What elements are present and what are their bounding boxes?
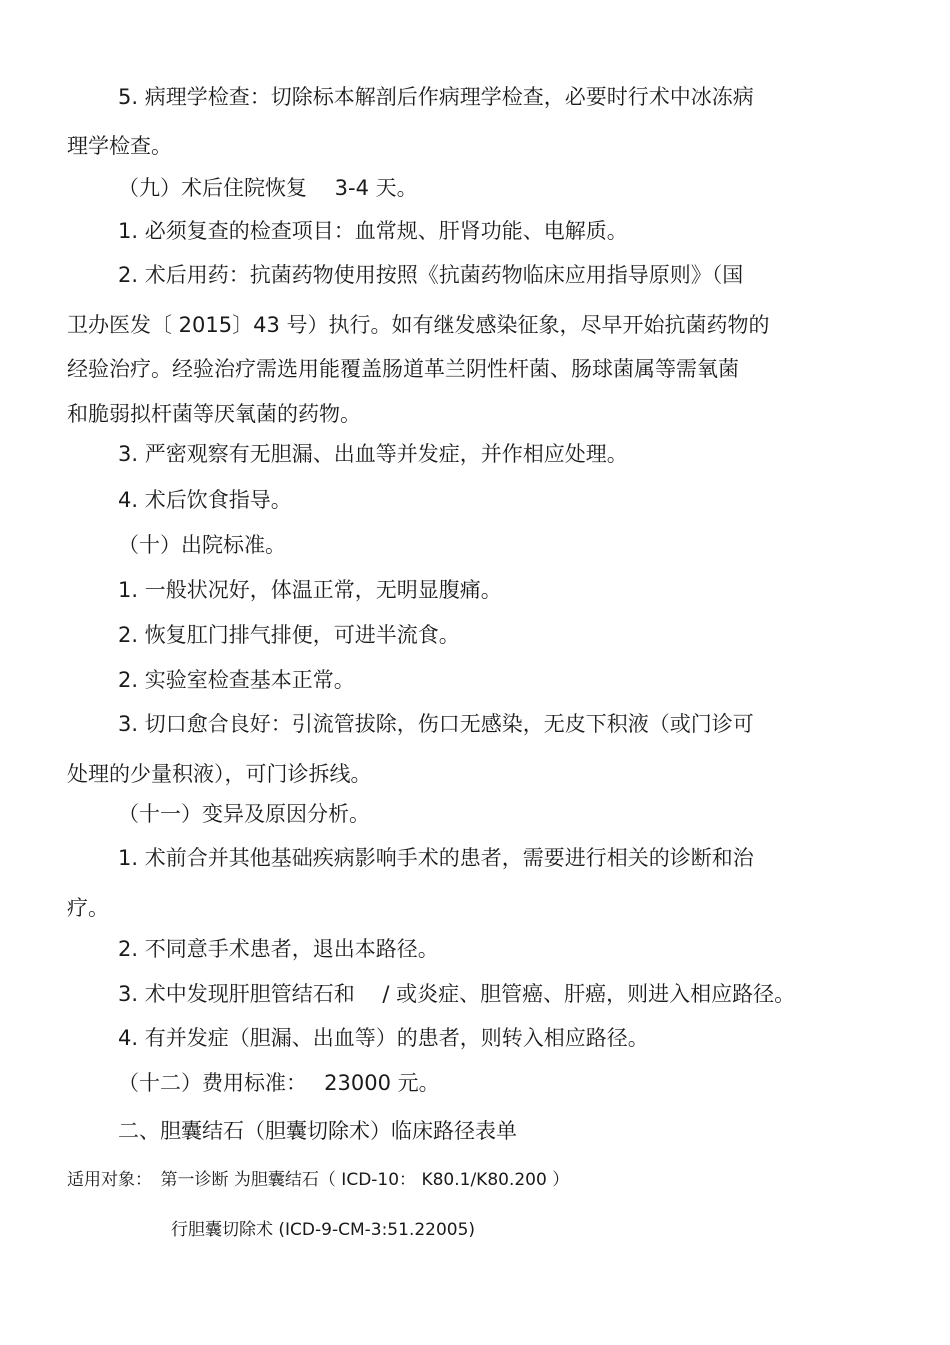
applicable-target: 适用对象： 第一诊断 为胆囊结石（ ICD-10： K80.1/K80.200 ） [67,1170,570,1190]
text-line: 1. 术前合并其他基础疾病影响手术的患者，需要进行相关的诊断和治 [118,846,754,870]
procedure-code: 行胆囊切除术 (ICD-9-CM-3:51.22005) [171,1220,476,1240]
text-line: 3. 切口愈合良好：引流管拔除，伤口无感染，无皮下积液（或门诊可 [118,712,754,736]
text-line: 4. 有并发症（胆漏、出血等）的患者，则转入相应路径。 [118,1026,649,1050]
text-line: 2. 术后用药：抗菌药物使用按照《抗菌药物临床应用指导原则》（国 [118,263,744,287]
section-heading: （十）出院标准。 [118,533,286,557]
text-line: 3. 术中发现肝胆管结石和 / 或炎症、胆管癌、肝癌，则进入相应路径。 [118,982,796,1006]
text-line: 3. 严密观察有无胆漏、出血等并发症，并作相应处理。 [118,442,628,466]
text-line: 疗。 [67,896,109,920]
section-heading: （十一）变异及原因分析。 [118,802,370,826]
text-line: 2. 实验室检查基本正常。 [118,668,355,692]
text-line: 处理的少量积液），可门诊拆线。 [67,762,372,786]
text-line: 2. 恢复肛门排气排便，可进半流食。 [118,623,460,647]
text-line: 卫办医发〔 2015〕43 号）执行。如有继发感染征象，尽早开始抗菌药物的 [67,313,770,337]
section-heading: （九）术后住院恢复 3-4 天。 [118,176,418,200]
text-line: 经验治疗。经验治疗需选用能覆盖肠道革兰阴性杆菌、肠球菌属等需氧菌 [67,357,739,381]
text-line: 1. 必须复查的检查项目：血常规、肝肾功能、电解质。 [118,219,628,243]
text-line: 2. 不同意手术患者，退出本路径。 [118,937,439,961]
text-line: 4. 术后饮食指导。 [118,488,292,512]
text-line: 1. 一般状况好，体温正常，无明显腹痛。 [118,578,502,602]
section-heading: （十二）费用标准： 23000 元。 [118,1071,440,1095]
text-line: 和脆弱拟杆菌等厌氧菌的药物。 [67,402,361,426]
text-line: 理学检查。 [67,134,172,158]
form-title: 二、胆囊结石（胆囊切除术）临床路径表单 [118,1119,517,1143]
text-line: 5. 病理学检查：切除标本解剖后作病理学检查，必要时行术中冰冻病 [118,85,754,109]
